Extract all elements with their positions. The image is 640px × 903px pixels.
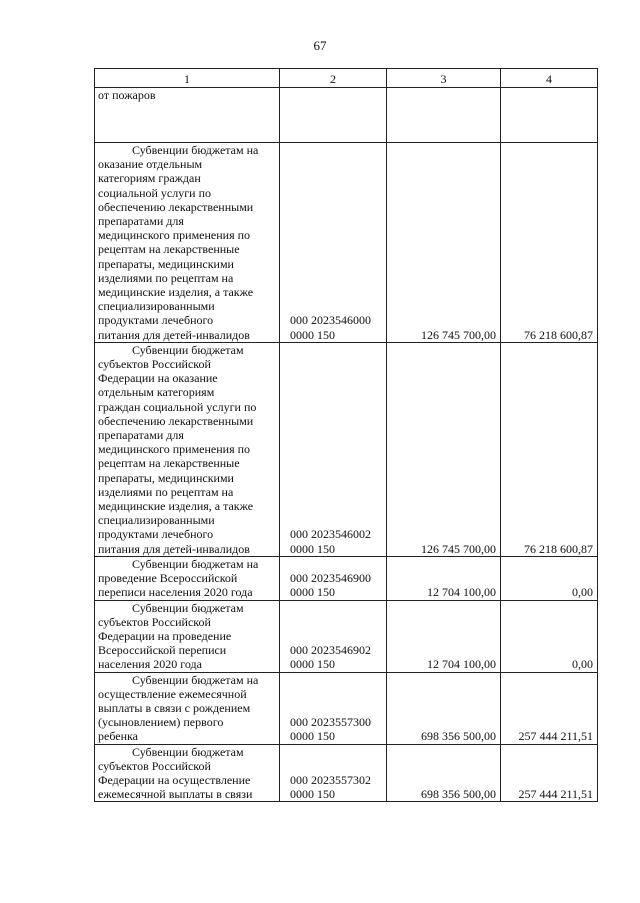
row-description xyxy=(95,600,280,672)
description-lead: Субвенции бюджетам xyxy=(132,342,244,357)
description-lead: Субвенции бюджетам на xyxy=(132,556,259,571)
row-code xyxy=(280,744,387,802)
code-line-1: 000 2023546900 xyxy=(290,571,371,586)
table-row xyxy=(95,342,598,556)
code-line-1: 000 2023546000 xyxy=(290,313,371,328)
description-text: субъектов Российской Федерации на оказание отдельным категориям граждан социальной услуги по обеспечению лекарственными препаратами для медицинского применения по рецептам на лекарственные препараты, медицинскими изделиями по рецептам на медицинские изделия, а также специализированными продуктами лечебного питания для детей-инвалидов xyxy=(98,357,257,556)
table-row xyxy=(95,556,598,600)
row-value-plan: 698 356 500,00 xyxy=(387,672,501,744)
row-value-fact: 76 218 600,87 xyxy=(501,143,598,343)
row-value-plan: 126 745 700,00 xyxy=(387,342,501,556)
description-text: субъектов Российской Федерации на осуществление ежемесячной выплаты в связи xyxy=(98,758,253,802)
code-line-1: 000 2023557300 xyxy=(290,715,371,730)
code-line-2: 0000 150 xyxy=(290,657,335,672)
description-text: оказание отдельным категориям граждан социальной услуги по обеспечению лекарственными препаратами для медицинского применения по рецептам на лекарственные препараты, медицинскими изделиями по рецептам на медицинские изделия, а также специализированными продуктами лечебного питания для детей-инвалидов xyxy=(98,157,254,342)
column-header-4: 4 xyxy=(501,69,598,88)
row-value-fact: 0,00 xyxy=(501,556,598,600)
row-code xyxy=(280,672,387,744)
table-row xyxy=(95,88,598,143)
row-value-plan xyxy=(387,88,501,143)
column-header-1: 1 xyxy=(95,69,280,88)
row-description xyxy=(95,672,280,744)
description-lead: Субвенции бюджетам xyxy=(132,744,244,759)
row-description xyxy=(95,556,280,600)
description-lead: Субвенции бюджетам на xyxy=(132,143,259,157)
row-description xyxy=(95,744,280,802)
table-row xyxy=(95,143,598,343)
table-row xyxy=(95,672,598,744)
code-line-1: 000 2023546002 xyxy=(290,527,371,542)
row-value-fact: 0,00 xyxy=(501,600,598,672)
column-header-2: 2 xyxy=(280,69,387,88)
code-line-2: 0000 150 xyxy=(290,541,335,556)
row-code xyxy=(280,88,387,143)
row-code xyxy=(280,342,387,556)
table-row xyxy=(95,600,598,672)
row-value-plan: 12 704 100,00 xyxy=(387,556,501,600)
column-header-3: 3 xyxy=(387,69,501,88)
row-description xyxy=(95,143,280,343)
description-text: осуществление ежемесячной выплаты в связи с рождением (усыновлением) первого ребенка xyxy=(98,686,251,744)
row-value-fact: 257 444 211,51 xyxy=(501,744,598,802)
code-line-1: 000 2023557302 xyxy=(290,772,371,787)
row-value-fact xyxy=(501,88,598,143)
code-line-1: 000 2023546902 xyxy=(290,643,371,658)
table-row xyxy=(95,744,598,802)
description-text: проведение Всероссийской переписи населения 2020 года xyxy=(98,571,253,600)
code-line-2: 0000 150 xyxy=(290,729,335,744)
description-text: от пожаров xyxy=(98,88,156,102)
row-description xyxy=(95,88,280,143)
code-line-2: 0000 150 xyxy=(290,585,335,600)
description-text: субъектов Российской Федерации на проведение Всероссийской переписи населения 2020 года xyxy=(98,614,232,672)
header-row xyxy=(95,69,598,88)
row-code xyxy=(280,600,387,672)
code-line-2: 0000 150 xyxy=(290,327,335,342)
row-code xyxy=(280,556,387,600)
row-value-fact: 76 218 600,87 xyxy=(501,342,598,556)
code-line-2: 0000 150 xyxy=(290,787,335,802)
row-value-fact: 257 444 211,51 xyxy=(501,672,598,744)
budget-table xyxy=(94,68,598,802)
row-value-plan: 12 704 100,00 xyxy=(387,600,501,672)
row-value-plan: 126 745 700,00 xyxy=(387,143,501,343)
row-code xyxy=(280,143,387,343)
page-number: 67 xyxy=(313,38,327,53)
row-description xyxy=(95,342,280,556)
row-value-plan: 698 356 500,00 xyxy=(387,744,501,802)
description-lead: Субвенции бюджетам на xyxy=(132,672,259,687)
description-lead: Субвенции бюджетам xyxy=(132,600,244,615)
